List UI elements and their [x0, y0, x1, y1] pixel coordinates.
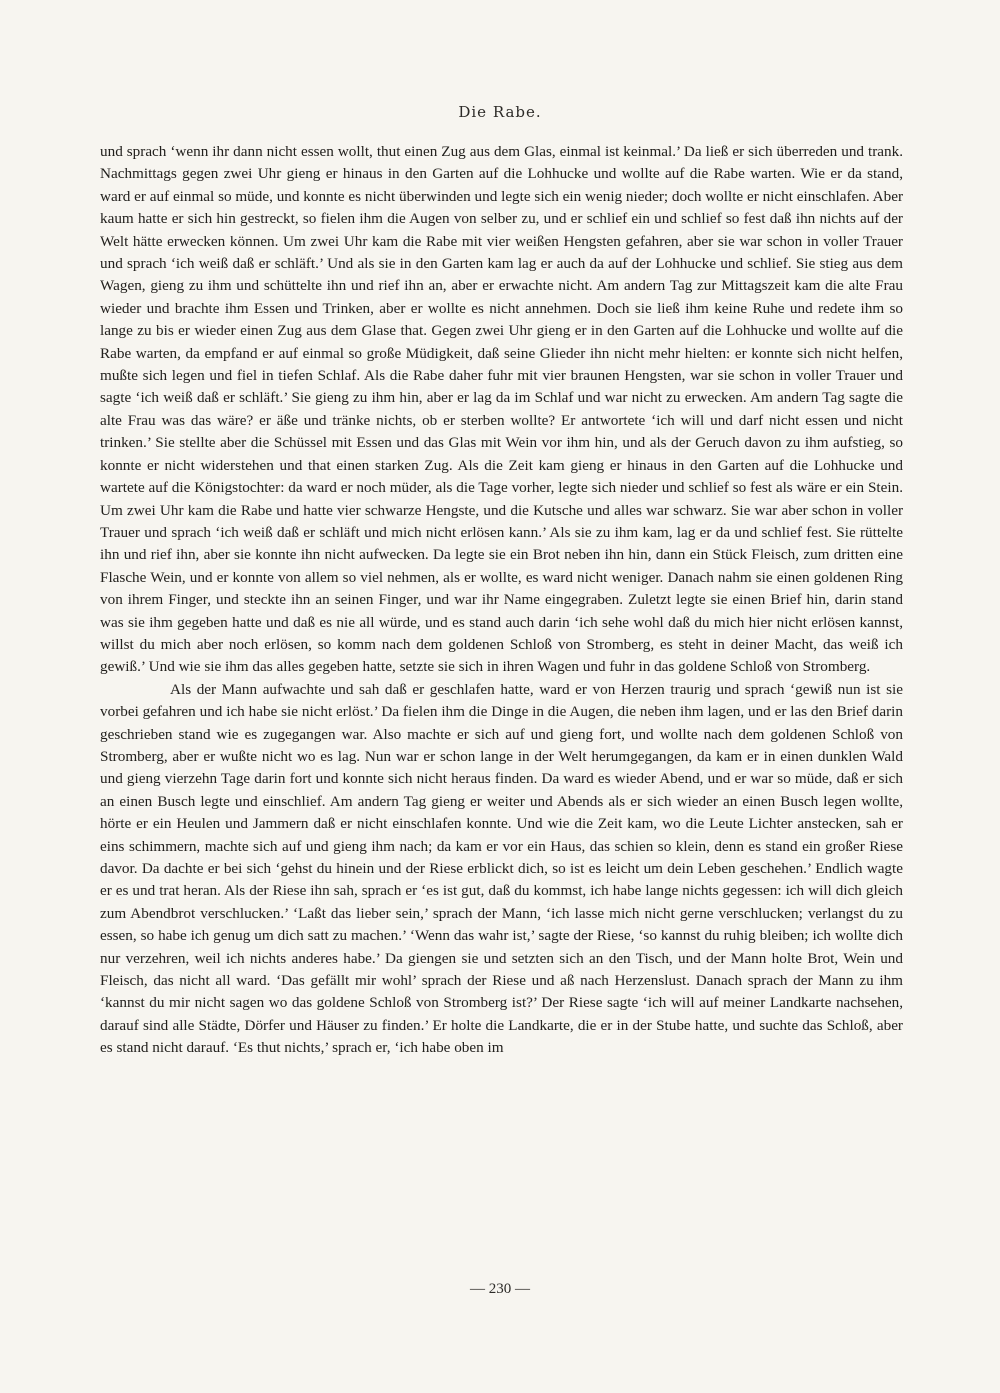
paragraph: und sprach ‘wenn ihr dann nicht essen wollt, thut einen Zug aus dem Glas, einmal ist keinmal.’ Da ließ er sich überreden und trank. Nachmittags gegen zwei Uhr gieng er hinaus in den Garten auf die Lohhucke und wollte auf die Rabe warten. Wie er da stand, ward er auf einmal so müde, und konnte es nicht überwinden und legte sich ein wenig nieder; doch wollte er nicht einschlafen. Aber kaum hatte er sich hin gestreckt, so fielen ihm die Augen von selber zu, und er schlief ein und schlief so fest daß ihn nichts auf der Welt hätte erwecken können. Um zwei Uhr kam die Rabe mit vier weißen Hengsten gefahren, aber sie war schon in voller Trauer und sprach ‘ich weiß daß er schläft.’ Und als sie in den Garten kam lag er auch da auf der Lohhucke und schlief. Sie stieg aus dem Wagen, gieng zu ihm und schüttelte ihn und rief ihn an, aber er erwachte nicht. Am andern Tag zur Mittagszeit kam die alte Frau wieder und brachte ihm Essen und Trinken, aber er wollte es nicht annehmen. Doch sie ließ ihm keine Ruhe und redete ihm so lange zu bis er wieder einen Zug aus dem Glase that. Gegen zwei Uhr gieng er in den Garten auf die Lohhucke und wollte auf die Rabe warten, da empfand er auf einmal so große Müdigkeit, daß seine Glieder ihn nicht mehr hielten: er konnte sich nicht helfen, mußte sich legen und fiel in tiefen Schlaf. Als die Rabe daher fuhr mit vier braunen Hengsten, war sie schon in voller Trauer und sagte ‘ich weiß daß er schläft.’ Sie gieng zu ihm hin, aber er lag da im Schlaf und war nicht zu erwecken. Am andern Tag sagte die alte Frau was das wäre? er äße und tränke nichts, ob er sterben wollte? Er antwortete ‘ich will und darf nicht essen und nicht trinken.’ Sie stellte aber die Schüssel mit Essen und das Glas mit Wein vor ihm hin, und als der Geruch davon zu ihm aufstieg, so konnte er nicht widerstehen und that einen starken Zug. Als die Zeit kam gieng er hinaus in den Garten auf die Lohhucke und wartete auf die Königstochter: da ward er noch müder, als die Tage vorher, legte sich nieder und schlief so fest als wäre er ein Stein. Um zwei Uhr kam die Rabe und hatte vier schwarze Hengste, und die Kutsche und alles war schwarz. Sie war aber schon in voller Trauer und sprach ‘ich weiß daß er schläft und mich nicht erlösen kann.’ Als sie zu ihm kam, lag er da und schlief fest. Sie rüttelte ihn und rief ihn, aber sie konnte ihn nicht aufwecken. Da legte sie ein Brot neben ihn hin, dann ein Stück Fleisch, zum dritten eine Flasche Wein, und er konnte von allem so viel nehmen, als er wollte, es ward nicht weniger. Danach nahm sie einen goldenen Ring von ihrem Finger, und steckte ihn an seinen Finger, und war ihr Name eingegraben. Zuletzt legte sie einen Brief hin, darin stand was sie ihm gegeben hatte und daß es nie all würde, und es stand auch darin ‘ich sehe wohl daß du mich hier nicht erlösen kannst, willst du mich aber noch erlösen, so komm nach dem goldenen Schloß von Stromberg, es steht in deiner Macht, das weiß ich gewiß.’ Und wie sie ihm das alles gegeben hatte, setzte sie sich in ihren Wagen und fuhr in das goldene Schloß von Stromberg.: [100, 143, 904, 676]
paragraph: Als der Mann aufwachte und sah daß er geschlafen hatte, ward er von Herzen traurig und sprach ‘gewiß nun ist sie vorbei gefahren und ich habe sie nicht erlöst.’ Da fielen ihm die Dinge in die Augen, die neben ihm lagen, und er las den Brief darin geschrieben stand wie es zugegangen war. Also machte er sich auf und gieng fort, und wollte nach dem goldenen Schloß von Stromberg, aber er wußte nicht wo es lag. Nun war er schon lange in der Welt herumgegangen, da kam er in einen dunklen Wald und gieng vierzehn Tage darin fort und konnte sich nicht heraus finden. Da ward es wieder Abend, und er war so müde, daß er sich an einen Busch legte und einschlief. Am andern Tag gieng er weiter und Abends als er sich wieder an einen Busch legen wollte, hörte er ein Heulen und Jammern daß er nicht einschlafen konnte. Und wie die Zeit kam, wo die Leute Lichter anstecken, sah er eins schimmern, machte sich auf und gieng ihm nach; da kam er vor ein Haus, das schien so klein, denn es stand ein großer Riese davor. Da dachte er bei sich ‘gehst du hinein und der Riese erblickt dich, so ist es leicht um dein Leben geschehen.’ Endlich wagte er es und trat heran. Als der Riese ihn sah, sprach er ‘es ist gut, daß du kommst, ich habe lange nichts gegessen: ich will dich gleich zum Abendbrot verschlucken.’ ‘Laßt das lieber sein,’ sprach der Mann, ‘ich lasse mich nicht gerne verschlucken; verlangst du zu essen, so habe ich genug um dich satt zu machen.’ ‘Wenn das wahr ist,’ sagte der Riese, ‘so kannst du ruhig bleiben; ich wollte dich nur verzehren, weil ich nichts anderes habe.’ Da giengen sie und setzten sich an den Tisch, und der Mann holte Brot, Wein und Fleisch, das nicht all ward. ‘Das gefällt mir wohl’ sprach der Riese und aß nach Herzenslust. Danach sprach der Mann zu ihm ‘kannst du mir nicht sagen wo das goldene Schloß von Stromberg ist?’ Der Riese sagte ‘ich will auf meiner Landkarte nachsehen, darauf sind alle Städte, Dörfer und Häuser zu finden.’ Er holte die Landkarte, die er in der Stube hatte, und suchte das Schloß, aber es stand nicht darauf. ‘Es thut nichts,’ sprach er, ‘ich habe oben im: [100, 680, 903, 1057]
running-head: Die Rabe.: [458, 103, 542, 121]
page-number: — 230 —: [470, 1281, 530, 1297]
body-text: [100, 141, 903, 1060]
